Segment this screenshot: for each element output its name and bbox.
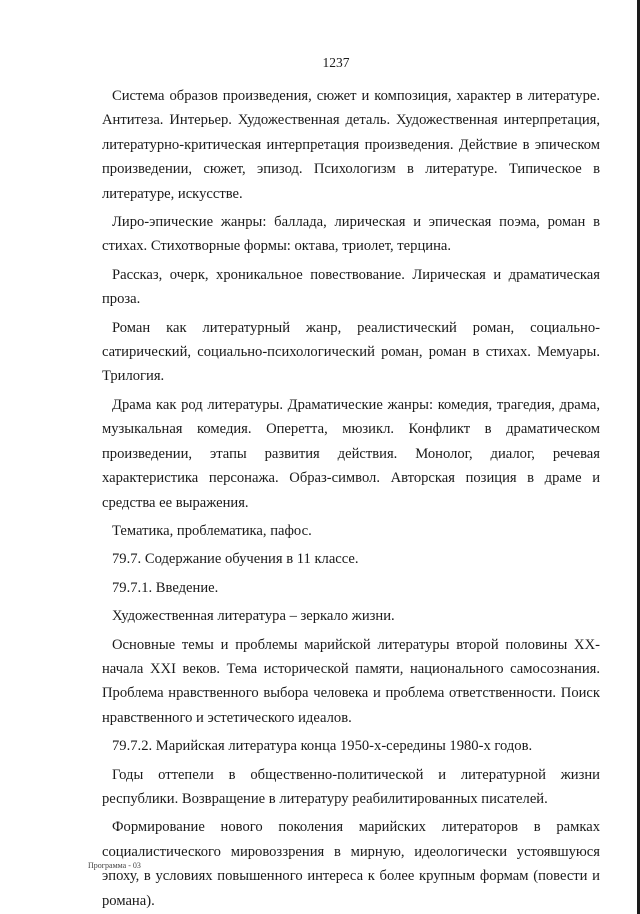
paragraph-6: Тематика, проблематика, пафос. [112, 522, 312, 539]
paragraph-3: Рассказ, очерк, хроникальное повествование. Лирическая и драматическая проза. [102, 266, 600, 308]
section-heading-79-7-2: 79.7.2. Марийская литература конца 1950-х-середины 1980-х годов. [112, 738, 533, 755]
page-number: 1237 [322, 55, 350, 70]
paragraph-5: Драма как род литературы. Драматические жанры: комедия, трагедия, драма, музыкальная комедия. Оперетта, мюзикл. Конфликт в драматическом произведении, этапы развития действия. Монолог, диалог, речевая характеристика персонажа. Образ-символ. Авторская позиция в драме и средства ее выражения. [102, 396, 600, 511]
paragraph-13: Формирование нового поколения марийских литераторов в рамках социалистического мировоззрения в мирную, идеологически устоявшуюся эпоху, в условиях повышенного интереса к более крупным формам (повести и романа). [102, 819, 600, 909]
section-heading-79-7: 79.7. Содержание обучения в 11 классе. [112, 551, 359, 568]
body-text [102, 84, 600, 913]
section-heading-79-7-1: 79.7.1. Введение. [112, 579, 219, 596]
footer-label: Программа - 03 [88, 861, 141, 870]
paragraph-10: Основные темы и проблемы марийской литературы второй половины XX-начала XXI веков. Тема исторической памяти, национального самосознания. Проблема нравственного выбора человека и проблема ответственности. Поиск нравственного и эстетического идеалов. [102, 636, 600, 726]
paragraph-9: Художественная литература – зеркало жизни. [112, 608, 395, 625]
paragraph-1: Система образов произведения, сюжет и композиция, характер в литературе. Антитеза. Интерьер. Художественная деталь. Художественная интерпретация, литературно-критическая интерпретация произведения. Действие в эпическом произведении, сюжет, эпизод. Психологизм в литературе. Типическое в литературе, искусстве. [102, 88, 600, 202]
paragraph-2: Лиро-эпические жанры: баллада, лирическая и эпическая поэма, роман в стихах. Стихотворные формы: октава, триолет, терцина. [102, 214, 600, 255]
paragraph-4: Роман как литературный жанр, реалистический роман, социально-сатирический, социально-психологический роман, роман в стихах. Мемуары. Трилогия. [102, 319, 600, 385]
paragraph-12: Годы оттепели в общественно-политической и литературной жизни республики. Возвращение в литературу реабилитированных писателей. [102, 766, 600, 807]
